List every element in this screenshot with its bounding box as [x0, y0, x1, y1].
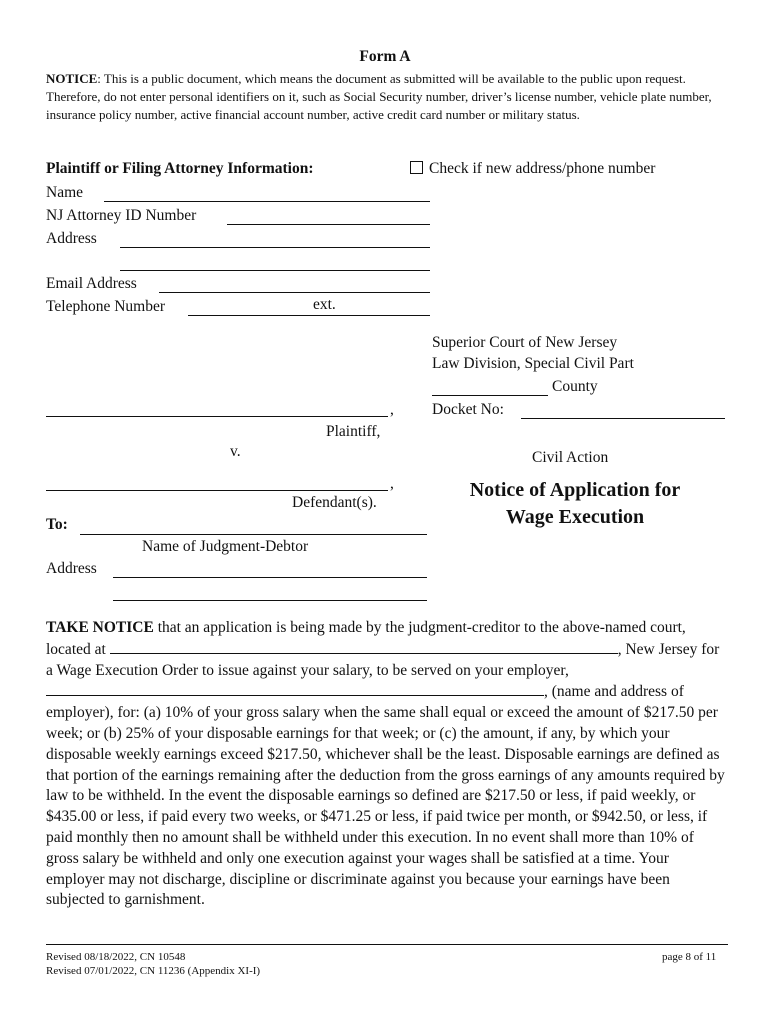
docket-label: Docket No: — [432, 401, 504, 418]
new-address-checkbox-label: Check if new address/phone number — [429, 160, 656, 177]
defendant-label: Defendant(s). — [292, 494, 377, 511]
debtor-address-line1[interactable] — [113, 577, 427, 578]
address-field-line2[interactable] — [120, 270, 430, 271]
county-label: County — [552, 378, 598, 395]
take-notice-paragraph — [46, 618, 728, 911]
plaintiff-info-heading: Plaintiff or Filing Attorney Information: — [46, 160, 314, 177]
name-label: Name — [46, 184, 84, 201]
plaintiff-name-field[interactable] — [46, 416, 388, 417]
notice-paragraph — [46, 70, 731, 124]
footer-revised-2: Revised 07/01/2022, CN 11236 (Appendix XI-I) — [46, 965, 261, 977]
take-notice-label: TAKE NOTICE — [46, 619, 154, 636]
document-title-line2: Wage Execution — [505, 506, 645, 528]
body-part3: , (name and address of employer), for: (a) 10% of your gross salary when the same shall equal or exceed the amount of $217.50 per week; or (b) 25% of your disposable earnings for that week; or (c) the amount, if any, by which your disposable weekly earnings exceed $217.50, whichever shall be the least. Disposable earnings are defined as that portion of the earnings remaining after the deduction from the gross earnings of any amounts required by law to be withheld. In the event the disposable earnings so defined are $217.50 or less, if paid weekly, or $435.00 or less, if paid every two weeks, or $471.25 or less, if paid twice per month, or $942.50, or less, if paid monthly then no amount shall be withheld under this execution. In no event shall more than 10% of gross salary be withheld and only one execution against your wages shall be satisfied at a time. Your employer may not discharge, discipline or discriminate against you because your earnings have been subjected to garnishment. — [46, 683, 725, 909]
defendant-name-field[interactable] — [46, 490, 388, 491]
notice-label: NOTICE — [46, 71, 98, 86]
footer-revised-1: Revised 08/18/2022, CN 10548 — [46, 951, 186, 963]
civil-action-label: Civil Action — [532, 449, 609, 466]
email-field[interactable] — [159, 292, 430, 293]
plaintiff-label: Plaintiff, — [326, 423, 381, 440]
address-label: Address — [46, 230, 97, 247]
court-name: Superior Court of New Jersey — [432, 334, 618, 351]
footer-divider — [46, 944, 728, 945]
new-address-checkbox[interactable] — [410, 161, 423, 174]
attorney-id-field[interactable] — [227, 224, 430, 225]
page-number: page 8 of 11 — [662, 951, 717, 963]
judgment-debtor-field[interactable] — [80, 534, 427, 535]
docket-field[interactable] — [521, 418, 725, 419]
court-location-field[interactable] — [110, 639, 618, 654]
notice-text: : This is a public document, which means the document as submitted will be available to the public upon request. Therefore, do not enter personal identifiers on it, such as Social Security number, driver’s license number, vehicle plate number, insurance policy number, active financial account number, active credit card number or military status. — [46, 71, 712, 122]
attorney-id-label: NJ Attorney ID Number — [46, 207, 197, 224]
document-title — [425, 477, 725, 531]
new-address-checkbox-row[interactable] — [410, 160, 655, 178]
form-title: Form A — [359, 48, 411, 65]
debtor-address-line2[interactable] — [113, 600, 427, 601]
defendant-comma: , — [390, 475, 394, 492]
court-division: Law Division, Special Civil Part — [432, 355, 634, 372]
phone-field[interactable] — [188, 315, 430, 316]
body-part2: , New Jersey for a Wage Execution Order to issue against your salary, to be served on your employer, — [46, 640, 720, 679]
phone-label: Telephone Number — [46, 298, 165, 315]
versus-label: v. — [230, 443, 241, 460]
debtor-address-label: Address — [46, 560, 97, 577]
document-title-line1: Notice of Application for — [469, 479, 681, 501]
address-field-line1[interactable] — [120, 247, 430, 248]
employer-field[interactable] — [46, 681, 544, 696]
body-part1: that an application is being made by the judgment-creditor to the above-named court, located at — [46, 619, 686, 658]
email-label: Email Address — [46, 275, 137, 292]
ext-label: ext. — [313, 296, 336, 313]
judgment-debtor-label: Name of Judgment-Debtor — [142, 538, 309, 555]
name-field[interactable] — [104, 201, 430, 202]
plaintiff-comma: , — [390, 401, 394, 418]
to-label: To: — [46, 516, 68, 533]
county-field[interactable] — [432, 395, 548, 396]
